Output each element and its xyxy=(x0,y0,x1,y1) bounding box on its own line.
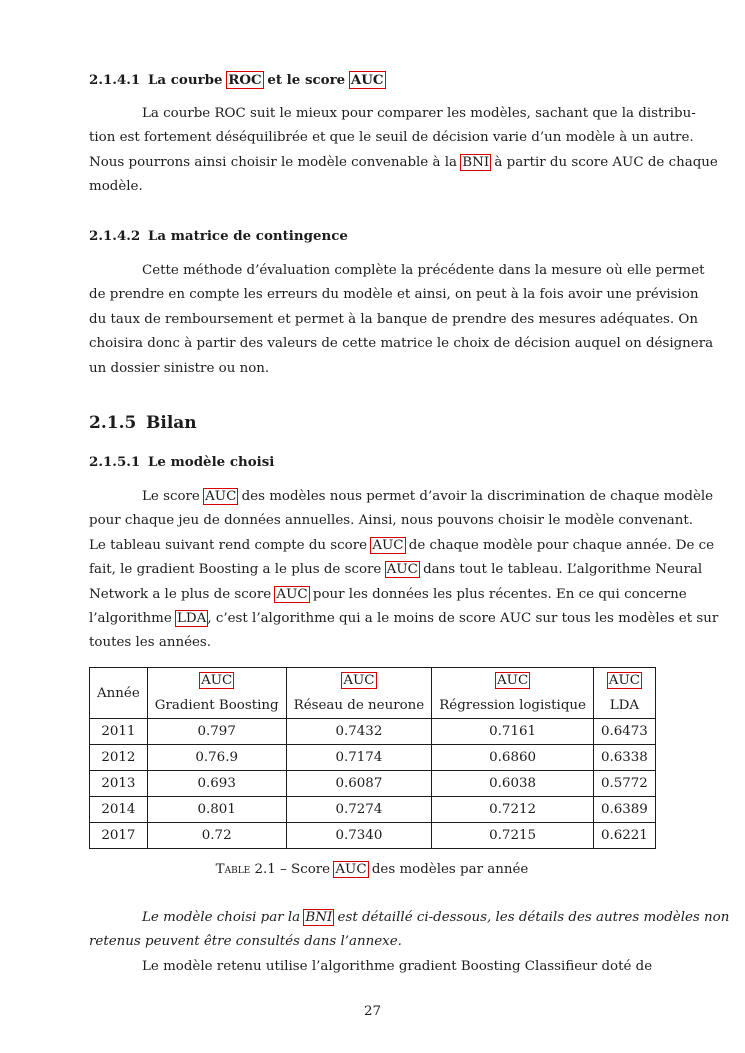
paragraph-2151 xyxy=(89,485,719,656)
text-line: retenus peuvent être consultés dans l’annexe. xyxy=(89,934,402,950)
heading-2151 xyxy=(89,454,274,470)
heading-2142-number: 2.1.4.2 xyxy=(89,228,141,244)
text-line xyxy=(89,151,718,175)
text-line: modèle. xyxy=(89,179,143,195)
auc-highlight: AUC xyxy=(201,673,233,688)
heading-2142 xyxy=(89,228,348,244)
text-line xyxy=(89,534,715,558)
heading-2141-roc-highlight: ROC xyxy=(228,72,262,88)
header-reseau-neurone xyxy=(286,668,432,719)
header-label: LDA xyxy=(609,698,640,713)
table-cell: 0.801 xyxy=(147,797,286,823)
auc-highlight: AUC xyxy=(608,673,640,688)
text-fragment: fait, le gradient Boosting a le plus de score xyxy=(89,562,382,578)
table-cell: 2017 xyxy=(90,823,148,849)
header-label: Réseau de neurone xyxy=(293,698,425,713)
table-header-row xyxy=(90,668,656,719)
auc-highlight: AUC xyxy=(386,562,418,578)
table-cell: 2012 xyxy=(90,745,148,771)
text-fragment: , c’est l’algorithme qui a le moins de score AUC sur tous les modèles et sur xyxy=(207,610,719,626)
lda-highlight: LDA xyxy=(177,610,207,626)
bni-highlight: BNI xyxy=(305,910,333,925)
table-caption xyxy=(89,862,655,877)
table-cell: 0.7161 xyxy=(432,719,594,745)
text-fragment: Le modèle choisi par la xyxy=(142,910,301,925)
table-cell: 0.6221 xyxy=(593,823,655,849)
text-fragment: Nous pourrons ainsi choisir le modèle convenable à la xyxy=(89,154,457,170)
table-cell: 0.7174 xyxy=(286,745,432,771)
table-cell: 0.5772 xyxy=(593,771,655,797)
table-cell: 2011 xyxy=(90,719,148,745)
header-annee: Année xyxy=(90,668,148,719)
heading-215-title: Bilan xyxy=(146,413,197,433)
table-cell: 0.7212 xyxy=(432,797,594,823)
text-line: Cette méthode d’évaluation complète la précédente dans la mesure où elle permet xyxy=(142,263,705,278)
text-line xyxy=(89,583,687,607)
table-cell: 2013 xyxy=(90,771,148,797)
table-cell: 0.797 xyxy=(147,719,286,745)
caption-number: 2.1 – xyxy=(254,862,287,877)
heading-2151-number: 2.1.5.1 xyxy=(89,454,141,470)
heading-2141-auc-highlight: AUC xyxy=(350,72,384,88)
text-line: un dossier sinistre ou non. xyxy=(89,360,270,376)
table-cell: 0.6860 xyxy=(432,745,594,771)
caption-text-a: Score xyxy=(291,862,331,877)
header-regression-logistique xyxy=(432,668,594,719)
table-cell: 2014 xyxy=(90,797,148,823)
text-fragment: l’algorithme xyxy=(89,610,172,626)
auc-highlight: AUC xyxy=(343,673,375,688)
heading-2141 xyxy=(89,72,385,88)
table-row xyxy=(90,797,656,823)
heading-215-number: 2.1.5 xyxy=(89,413,137,433)
text-line: choisira donc à partir des valeurs de cette matrice le choix de décision auquel on désignera xyxy=(89,336,714,352)
heading-2141-text-b: et le score xyxy=(267,72,346,88)
text-line: de prendre en compte les erreurs du modèle et ainsi, on peut à la fois avoir une prévision xyxy=(89,287,699,303)
caption-text-b: des modèles par année xyxy=(371,862,529,877)
text-line xyxy=(89,485,714,509)
auc-highlight: AUC xyxy=(335,862,367,877)
table-row xyxy=(90,771,656,797)
text-fragment: des modèles nous permet d’avoir la discrimination de chaque modèle xyxy=(241,489,714,504)
page-number: 27 xyxy=(363,1004,382,1019)
table-cell: 0.6338 xyxy=(593,745,655,771)
table-cell: 0.7432 xyxy=(286,719,432,745)
text-fragment: est détaillé ci-dessous, les détails des autres modèles non xyxy=(337,910,730,925)
table-cell: 0.6389 xyxy=(593,797,655,823)
auc-highlight: AUC xyxy=(276,586,308,602)
paragraph-closing xyxy=(89,906,730,979)
text-fragment: dans tout le tableau. L’algorithme Neural xyxy=(423,562,703,578)
table-row xyxy=(90,719,656,745)
table-cell: 0.7340 xyxy=(286,823,432,849)
table-cell: 0.72 xyxy=(147,823,286,849)
heading-2142-title: La matrice de contingence xyxy=(148,228,348,244)
table-cell: 0.76.9 xyxy=(147,745,286,771)
caption-label: Table xyxy=(215,862,251,877)
text-line: tion est fortement déséquilibrée et que le seuil de décision varie d’un modèle à un autre. xyxy=(89,130,694,146)
auc-table xyxy=(89,667,656,849)
table-cell: 0.6038 xyxy=(432,771,594,797)
text-fragment: à partir du score AUC de chaque xyxy=(494,154,718,170)
paragraph-2141 xyxy=(89,102,718,200)
table-cell: 0.7274 xyxy=(286,797,432,823)
text-line xyxy=(89,558,703,582)
header-gradient-boosting xyxy=(147,668,286,719)
bni-highlight: BNI xyxy=(462,154,490,170)
auc-highlight: AUC xyxy=(372,537,404,553)
table-cell: 0.6087 xyxy=(286,771,432,797)
auc-highlight: AUC xyxy=(496,673,529,688)
text-line: toutes les années. xyxy=(89,635,212,651)
table-cell: 0.693 xyxy=(147,771,286,797)
text-line: pour chaque jeu de données annuelles. Ainsi, nous pouvons choisir le modèle convenant. xyxy=(89,513,693,529)
text-line: Le modèle retenu utilise l’algorithme gradient Boosting Classifieur doté de xyxy=(142,958,653,974)
text-line: La courbe ROC suit le mieux pour comparer les modèles, sachant que la distribu- xyxy=(142,106,696,121)
text-fragment: Network a le plus de score xyxy=(89,586,272,602)
paragraph-2142 xyxy=(89,259,714,381)
table-row xyxy=(90,745,656,771)
text-fragment: de chaque modèle pour chaque année. De ce xyxy=(408,537,715,553)
table-cell: 0.6473 xyxy=(593,719,655,745)
heading-215 xyxy=(89,413,197,433)
text-fragment: Le tableau suivant rend compte du score xyxy=(89,537,368,553)
header-label: Régression logistique xyxy=(439,698,586,713)
heading-2141-number: 2.1.4.1 xyxy=(89,72,141,88)
header-lda xyxy=(593,668,655,719)
text-fragment: Le score xyxy=(142,489,200,504)
text-line: du taux de remboursement et permet à la banque de prendre des mesures adéquates. On xyxy=(89,311,698,327)
text-line xyxy=(89,906,730,930)
table-cell: 0.7215 xyxy=(432,823,594,849)
text-fragment: pour les données les plus récentes. En ce qui concerne xyxy=(312,586,687,602)
auc-highlight: AUC xyxy=(205,489,237,504)
heading-2141-text-a: La courbe xyxy=(148,72,223,88)
header-label: Gradient Boosting xyxy=(154,698,279,713)
text-line xyxy=(89,607,719,631)
heading-2151-title: Le modèle choisi xyxy=(148,454,275,470)
table-row xyxy=(90,823,656,849)
